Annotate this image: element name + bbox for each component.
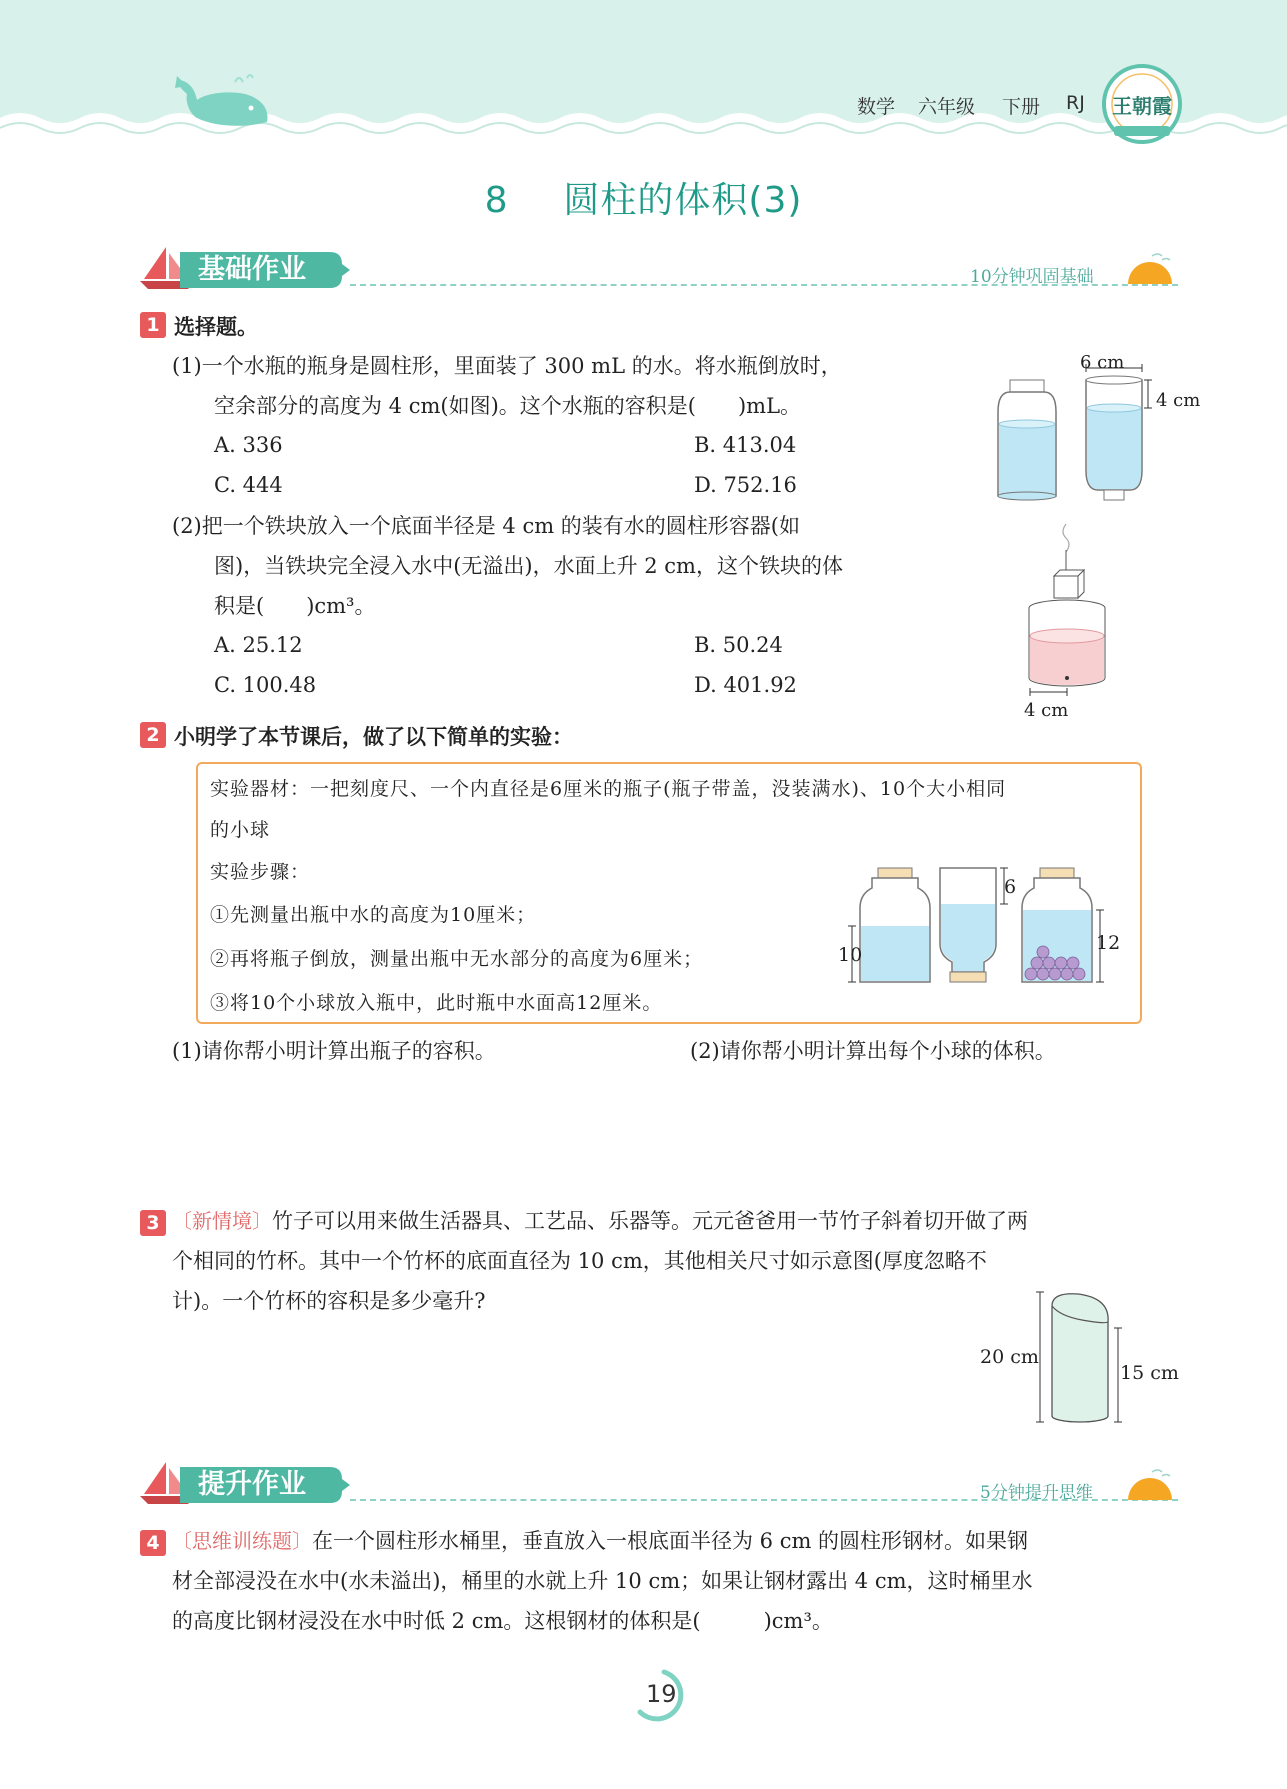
question-1-heading: 选择题。	[174, 315, 258, 339]
q1-part2-option-c: C. 100.48	[214, 673, 317, 697]
q1-part1-line1: (1)一个水瓶的瓶身是圆柱形，里面装了 300 mL 的水。将水瓶倒放时，	[172, 354, 842, 378]
q1-part1-option-b: B. 413.04	[694, 433, 797, 457]
q1-part2-line2: 图)，当铁块完全浸入水中(无溢出)，水面上升 2 cm，这个铁块的体	[214, 554, 843, 578]
bottle-width-label: 6 cm	[1080, 352, 1125, 373]
experiment-step-2: ②再将瓶子倒放，测量出瓶中无水部分的高度为6厘米；	[210, 948, 704, 970]
empty-height-label: 6	[1004, 876, 1017, 898]
edition-label: RJ	[1066, 92, 1085, 114]
experiment-step-3: ③将10个小球放入瓶中，此时瓶中水面高12厘米。	[210, 992, 663, 1014]
experiment-bottles-figure	[830, 864, 1120, 1000]
section-basic-label: 基础作业	[198, 254, 306, 285]
q1-part2-option-a: A. 25.12	[214, 633, 303, 657]
section-basic-banner	[180, 248, 350, 292]
question-number-4: 4	[140, 1530, 166, 1556]
question-4-line2: 材全部浸没在水中(水未溢出)，桶里的水就上升 10 cm；如果让钢材露出 4 cm，这时桶里水	[172, 1569, 1033, 1593]
question-number-3: 3	[140, 1210, 166, 1236]
q1-part1-option-a: A. 336	[214, 433, 283, 457]
q1-part2-line3: 积是( )cm³。	[214, 594, 376, 618]
question-3-line2: 个相同的竹杯。其中一个竹杯的底面直径为 10 cm，其他相关尺寸如示意图(厚度忽略不	[172, 1249, 987, 1273]
section-advanced-subtitle: 5分钟提升思维	[980, 1483, 1093, 1503]
sun-icon	[1122, 1468, 1178, 1504]
section-advanced-banner	[180, 1463, 350, 1507]
q3-tag: 〔新情境〕	[172, 1209, 272, 1233]
page-number: 19	[646, 1680, 677, 1708]
experiment-materials-line1: 实验器材：一把刻度尺、一个内直径是6厘米的瓶子(瓶子带盖，没装满水)、10个大小相同	[210, 778, 1007, 800]
subject-label: 数学	[857, 96, 896, 118]
container-figure	[1010, 520, 1130, 700]
bamboo-cup-figure	[1030, 1288, 1150, 1428]
water-height-label: 10	[838, 944, 863, 966]
volume-label: 下册	[1002, 96, 1041, 118]
q1-part1-option-d: D. 752.16	[694, 473, 797, 497]
question-number-2: 2	[140, 722, 166, 748]
lesson-title: 圆柱的体积(3)	[563, 180, 803, 221]
new-water-height-label: 12	[1096, 932, 1121, 954]
q1-part2-option-b: B. 50.24	[694, 633, 783, 657]
question-3-line3: 计)。一个竹杯的容积是多少毫升?	[172, 1289, 486, 1313]
cup-short-side-label: 15 cm	[1120, 1362, 1179, 1384]
section-basic-subtitle: 10分钟巩固基础	[970, 267, 1094, 287]
experiment-materials-line2: 的小球	[210, 819, 271, 841]
page-title	[0, 172, 1287, 223]
bottle-figure	[990, 350, 1180, 510]
cup-long-side-label: 20 cm	[980, 1346, 1039, 1368]
grade-label: 六年级	[918, 96, 976, 118]
question-number-1: 1	[140, 312, 166, 338]
section-advanced-label: 提升作业	[198, 1469, 306, 1500]
experiment-steps-heading: 实验步骤：	[210, 861, 311, 883]
logo-text: 王朝霞	[1112, 94, 1172, 118]
q1-part2-line1: (2)把一个铁块放入一个底面半径是 4 cm 的装有水的圆柱形容器(如	[172, 514, 800, 538]
sun-icon	[1122, 252, 1178, 288]
question-2-heading: 小明学了本节课后，做了以下简单的实验：	[174, 725, 573, 749]
q4-tag: 〔思维训练题〕	[172, 1529, 312, 1553]
brand-logo	[1100, 62, 1184, 146]
lesson-number: 8	[484, 180, 509, 221]
question-4-line1: 〔思维训练题〕在一个圆柱形水桶里，垂直放入一根底面半径为 6 cm 的圆柱形钢材。如果钢	[172, 1529, 1029, 1553]
container-radius-label: 4 cm	[1024, 700, 1069, 721]
q1-part1-option-c: C. 444	[214, 473, 283, 497]
q2-sub-question-1: (1)请你帮小明计算出瓶子的容积。	[172, 1039, 496, 1063]
q2-sub-question-2: (2)请你帮小明计算出每个小球的体积。	[690, 1039, 1056, 1063]
q1-part1-line2: 空余部分的高度为 4 cm(如图)。这个水瓶的容积是( )mL。	[214, 394, 802, 418]
question-3-line1: 〔新情境〕竹子可以用来做生活器具、工艺品、乐器等。元元爸爸用一节竹子斜着切开做了两	[172, 1209, 1028, 1233]
experiment-step-1: ①先测量出瓶中水的高度为10厘米；	[210, 904, 537, 926]
question-4-line3: 的高度比钢材浸没在水中时低 2 cm。这根钢材的体积是( )cm³。	[172, 1609, 833, 1633]
q1-part2-option-d: D. 401.92	[694, 673, 797, 697]
whale-icon	[175, 72, 275, 132]
bottle-gap-label: 4 cm	[1156, 390, 1201, 411]
